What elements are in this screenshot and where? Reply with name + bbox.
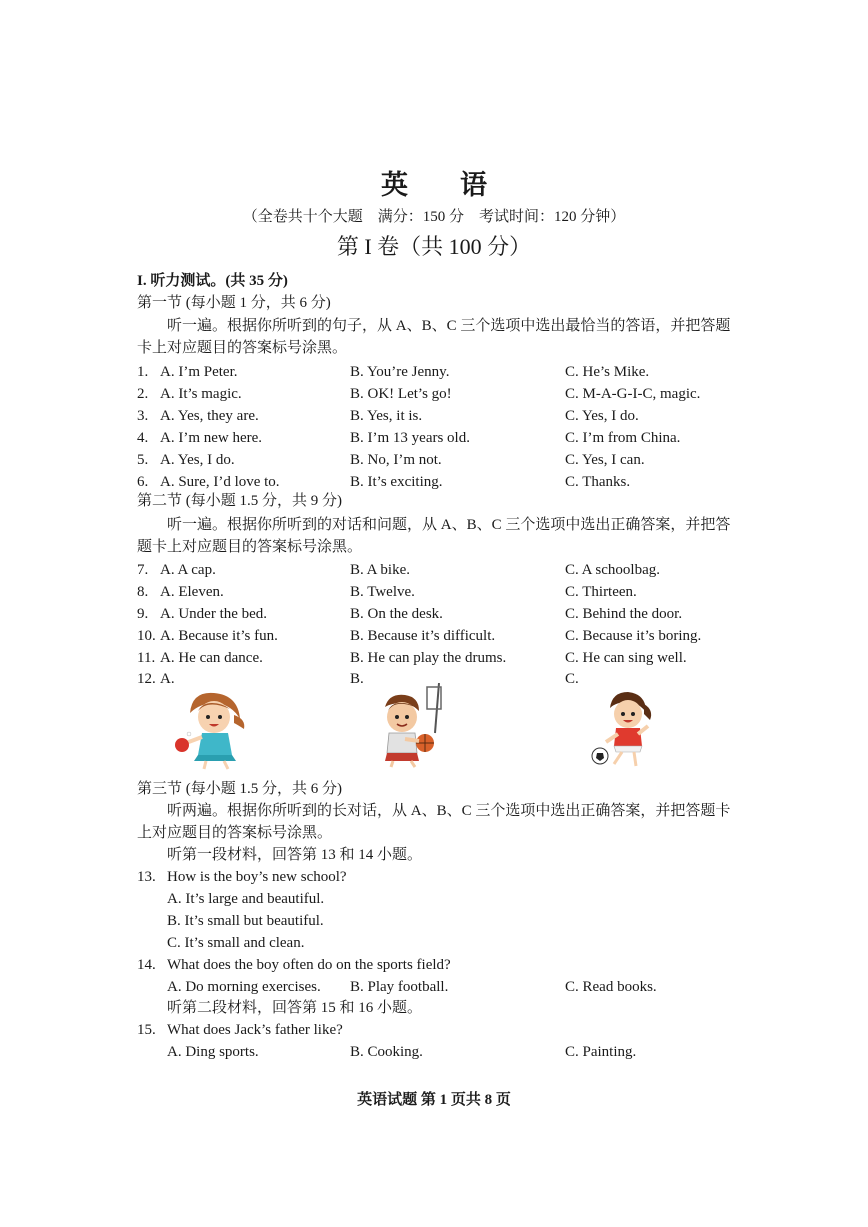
- question-row-option-b: B. It’s exciting.: [350, 474, 443, 490]
- question-row-number: 2.: [137, 386, 149, 402]
- question-row-option-b: B. Yes, it is.: [350, 408, 423, 424]
- question-12-number: 12.: [137, 671, 156, 687]
- question-row-option-a: A. Under the bed.: [160, 606, 268, 622]
- question-13-stem: How is the boy’s new school?: [167, 869, 347, 885]
- question-row-number: 7.: [137, 562, 149, 578]
- subsection-1-instruction: 听一遍。根据你所听到的句子，从 A、B、C 三个选项中选出最恰当的答语，并把答题卡上对应题目的答案标号涂黑。: [137, 318, 731, 356]
- question-13-number: 13.: [137, 869, 156, 885]
- material-2-note: 听第二段材料，回答第 15 和 16 小题。: [167, 1000, 423, 1016]
- girl-soccer-icon: [588, 686, 663, 768]
- question-row-option-c: C. Because it’s boring.: [565, 628, 702, 644]
- question-row-option-c: C. I’m from China.: [565, 430, 681, 446]
- exam-title: [0, 163, 868, 202]
- question-row-option-a: A. It’s magic.: [160, 386, 242, 402]
- question-row-option-c: C. Yes, I can.: [565, 452, 645, 468]
- question-row-option-b: B. Because it’s difficult.: [350, 628, 496, 644]
- question-row-number: 4.: [137, 430, 149, 446]
- question-row-option-b: B. No, I’m not.: [350, 452, 442, 468]
- question-row-number: 3.: [137, 408, 149, 424]
- question-row-option-c: C. M-A-G-I-C, magic.: [565, 386, 701, 402]
- question-row-option-a: A. A cap.: [160, 562, 216, 578]
- subsection-2-title: 第二节 (每小题 1.5 分，共 9 分): [137, 493, 342, 509]
- question-row-option-b: B. OK! Let’s go!: [350, 386, 452, 402]
- question-row-option-c: C. He’s Mike.: [565, 364, 650, 380]
- question-row-option-a: A. I’m Peter.: [160, 364, 238, 380]
- question-row-option-b: B. He can play the drums.: [350, 650, 507, 666]
- question-14-option-b: B. Play football.: [350, 979, 449, 995]
- question-12-option-b: B.: [350, 671, 364, 687]
- subsection-3-instruction: 听两遍。根据你所听到的长对话，从 A、B、C 三个选项中选出正确答案，并把答题卡上对应题目的答案标号涂黑。: [137, 803, 731, 841]
- section-heading: [137, 270, 288, 292]
- boy-basketball-icon: [375, 683, 450, 768]
- title-char-2: 语: [460, 170, 487, 200]
- question-row-option-b: B. On the desk.: [350, 606, 443, 622]
- girl-ping-pong-icon: [172, 685, 252, 770]
- question-13-option-b: B. It’s small but beautiful.: [167, 913, 324, 929]
- part-title: 第 I 卷（共 100 分）: [336, 234, 532, 259]
- question-row-option-a: A. Sure, I’d love to.: [160, 474, 280, 490]
- question-row-option-c: C. Behind the door.: [565, 606, 683, 622]
- question-13-option-c: C. It’s small and clean.: [167, 935, 305, 951]
- question-15-option-b: B. Cooking.: [350, 1044, 423, 1060]
- question-row-number: 11.: [137, 650, 156, 666]
- question-row-number: 5.: [137, 452, 149, 468]
- question-row-option-c: C. Thirteen.: [565, 584, 637, 600]
- question-row-option-a: A. I’m new here.: [160, 430, 263, 446]
- question-row-option-a: A. Eleven.: [160, 584, 224, 600]
- question-14-stem: What does the boy often do on the sports field?: [167, 957, 451, 973]
- subsection-2-instruction: 听一遍。根据你所听到的对话和问题，从 A、B、C 三个选项中选出正确答案，并把答题卡上对应题目的答案标号涂黑。: [137, 517, 731, 555]
- question-12-option-a: A.: [160, 671, 175, 687]
- question-row-option-b: B. You’re Jenny.: [350, 364, 450, 380]
- question-12-option-c: C.: [565, 671, 579, 687]
- question-row-option-a: A. Yes, I do.: [160, 452, 235, 468]
- question-15-stem: What does Jack’s father like?: [167, 1022, 343, 1038]
- question-15-number: 15.: [137, 1022, 156, 1038]
- question-row-option-c: C. Yes, I do.: [565, 408, 639, 424]
- subsection-1-title: 第一节 (每小题 1 分，共 6 分): [137, 295, 331, 311]
- section-number: I.: [137, 273, 147, 289]
- question-row-option-c: C. Thanks.: [565, 474, 631, 490]
- question-row-number: 9.: [137, 606, 149, 622]
- question-row-number: 1.: [137, 364, 149, 380]
- question-row-number: 6.: [137, 474, 149, 490]
- question-row-option-a: A. He can dance.: [160, 650, 263, 666]
- question-row-option-b: B. Twelve.: [350, 584, 415, 600]
- question-14-option-a: A. Do morning exercises.: [167, 979, 321, 995]
- question-row-option-a: A. Because it’s fun.: [160, 628, 278, 644]
- question-row-option-c: C. He can sing well.: [565, 650, 687, 666]
- question-row-option-b: B. I’m 13 years old.: [350, 430, 470, 446]
- material-1-note: 听第一段材料，回答第 13 和 14 小题。: [167, 847, 423, 863]
- question-row-number: 8.: [137, 584, 149, 600]
- question-15-option-a: A. Ding sports.: [167, 1044, 259, 1060]
- question-row-option-b: B. A bike.: [350, 562, 411, 578]
- question-13-option-a: A. It’s large and beautiful.: [167, 891, 325, 907]
- question-row-number: 10.: [137, 628, 156, 644]
- question-14-option-c: C. Read books.: [565, 979, 657, 995]
- subsection-3-title: 第三节 (每小题 1.5 分，共 6 分): [137, 781, 342, 797]
- page-footer: 英语试题 第 1 页共 8 页: [357, 1092, 511, 1108]
- title-char-1: 英: [381, 170, 408, 200]
- question-15-option-c: C. Painting.: [565, 1044, 637, 1060]
- section-heading-text: 听力测试。(共 35 分): [150, 273, 288, 289]
- question-row-option-a: A. Yes, they are.: [160, 408, 259, 424]
- question-row-option-c: C. A schoolbag.: [565, 562, 661, 578]
- question-14-number: 14.: [137, 957, 156, 973]
- exam-subtitle: （全卷共十个大题 满分：150 分 考试时间：120 分钟）: [242, 209, 626, 225]
